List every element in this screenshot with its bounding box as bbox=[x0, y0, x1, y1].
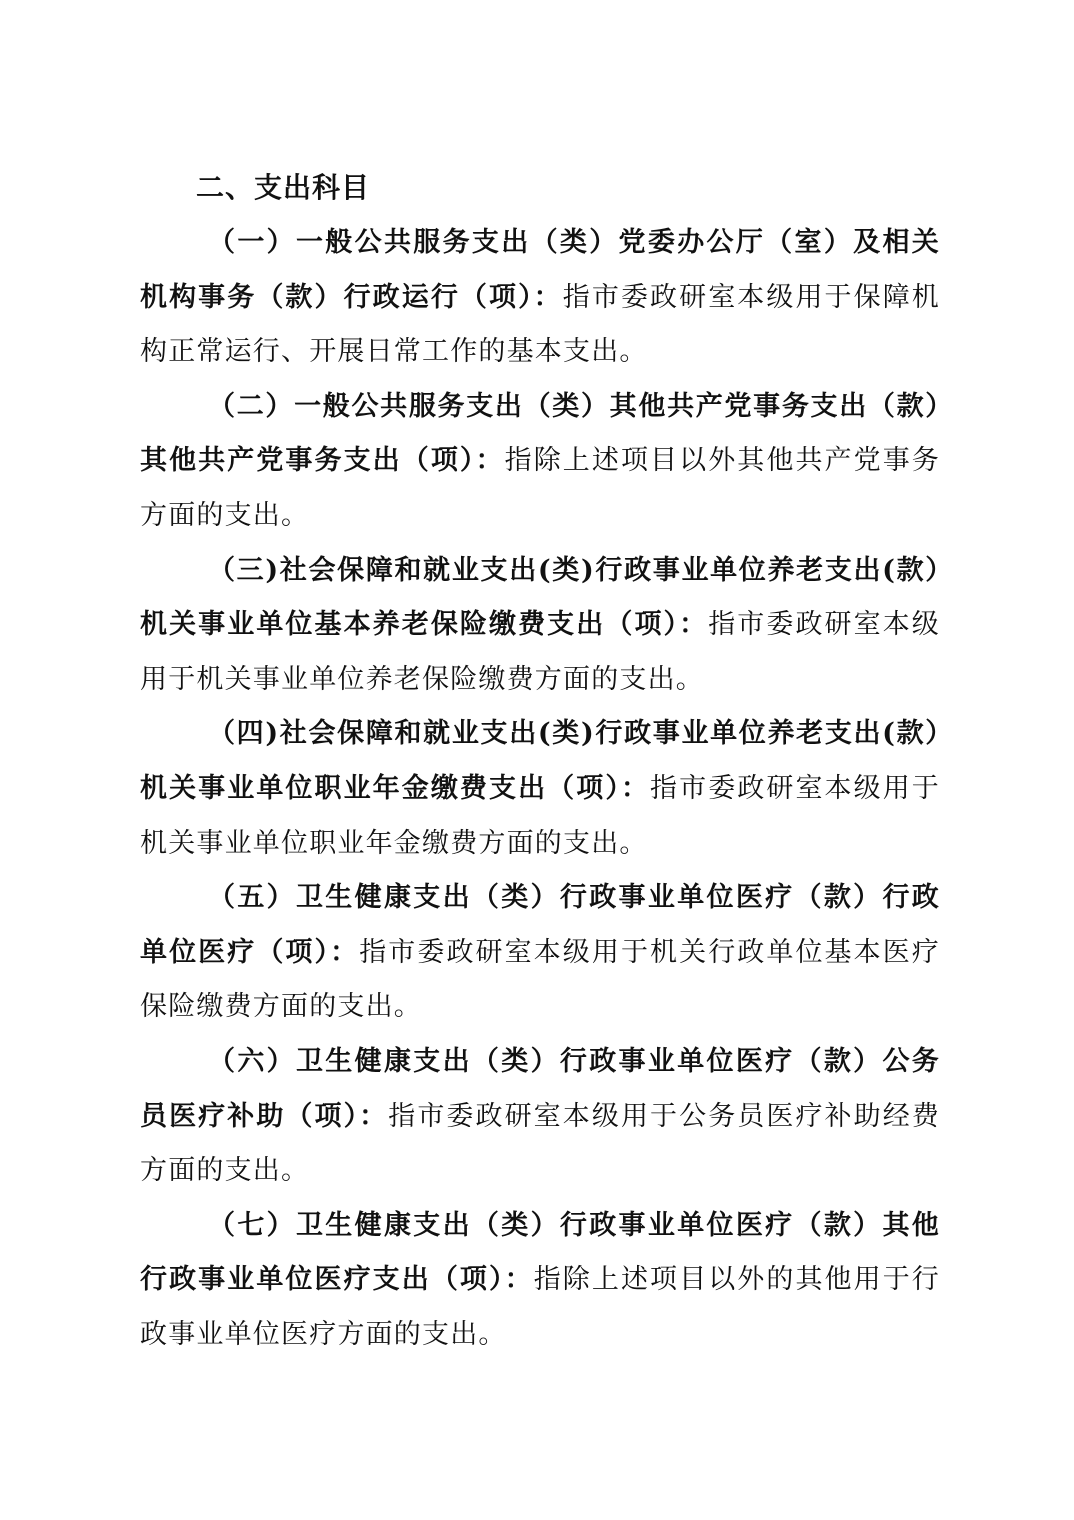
item-description: 指市委政研室本级用于公务员医疗补助经费方面的支出。 bbox=[140, 1100, 940, 1187]
item-description: 指市委政研室本级用于保障机构正常运行、开展日常工作的基本支出。 bbox=[140, 281, 940, 368]
expenditure-item bbox=[140, 1199, 940, 1363]
expenditure-item bbox=[140, 1035, 940, 1199]
section-heading: 二、支出科目 bbox=[196, 171, 371, 204]
expenditure-item-list bbox=[140, 216, 940, 1362]
expenditure-item bbox=[140, 216, 940, 380]
item-title: （三)社会保障和就业支出(类)行政事业单位养老支出(款）机关事业单位基本养老保险缴费支出（项）： bbox=[140, 554, 940, 641]
item-description: 指市委政研室本级用于机关行政单位基本医疗保险缴费方面的支出。 bbox=[140, 936, 940, 1023]
expenditure-item bbox=[140, 544, 940, 708]
item-title: （一）一般公共服务支出（类）党委办公厅（室）及相关机构事务（款）行政运行（项）： bbox=[140, 227, 940, 313]
item-title: （四)社会保障和就业支出(类)行政事业单位养老支出(款）机关事业单位职业年金缴费支出（项）： bbox=[140, 718, 940, 804]
expenditure-item bbox=[140, 380, 940, 544]
item-title: （五）卫生健康支出（类）行政事业单位医疗（款）行政单位医疗（项）： bbox=[140, 882, 940, 968]
item-title: （六）卫生健康支出（类）行政事业单位医疗（款）公务员医疗补助（项）： bbox=[140, 1045, 940, 1132]
item-description: 指除上述项目以外的其他用于行政事业单位医疗方面的支出。 bbox=[140, 1264, 940, 1350]
item-description: 指市委政研室本级用于机关事业单位养老保险缴费方面的支出。 bbox=[140, 609, 940, 695]
item-description: 指除上述项目以外其他共产党事务方面的支出。 bbox=[140, 445, 940, 531]
item-description: 指市委政研室本级用于机关事业单位职业年金缴费方面的支出。 bbox=[140, 772, 940, 859]
item-title: （七）卫生健康支出（类）行政事业单位医疗（款）其他行政事业单位医疗支出（项）： bbox=[140, 1209, 940, 1296]
expenditure-item bbox=[140, 871, 940, 1035]
item-title: （二）一般公共服务支出（类）其他共产党事务支出（款）其他共产党事务支出（项）： bbox=[140, 390, 940, 477]
expenditure-item bbox=[140, 707, 940, 871]
